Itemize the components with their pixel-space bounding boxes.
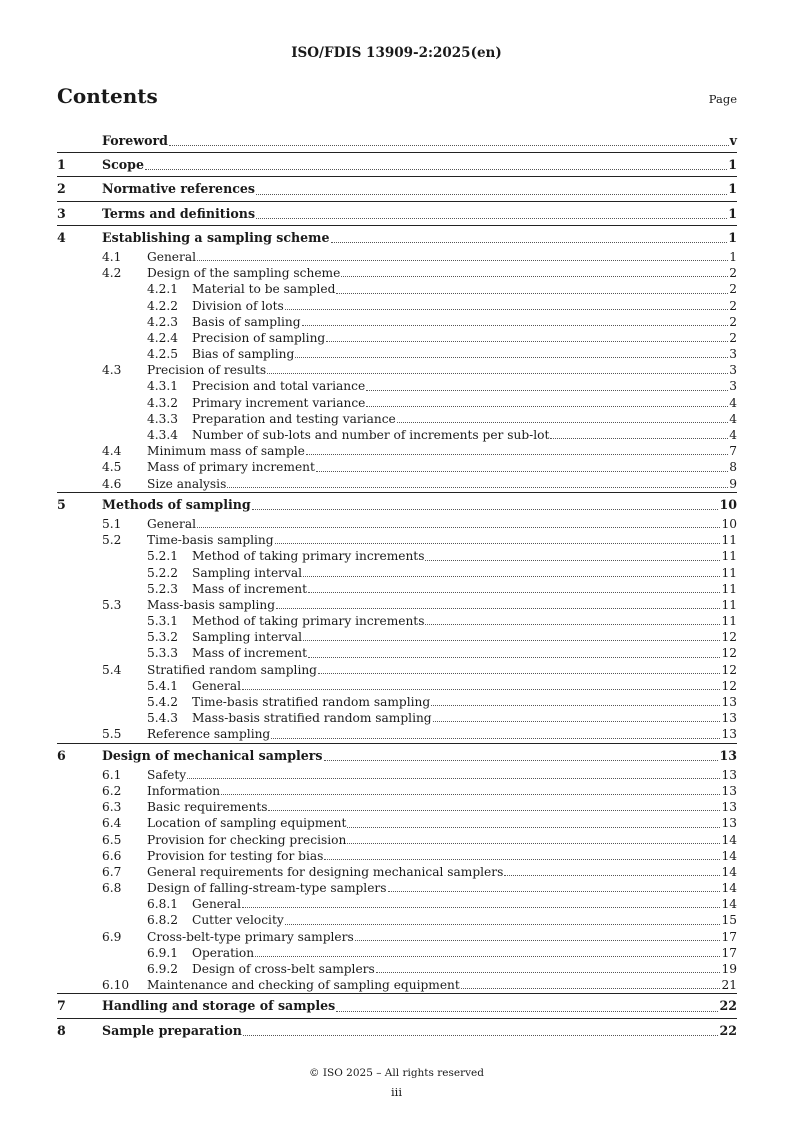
toc-entry-page: 11 xyxy=(721,549,737,564)
dot-leader xyxy=(433,720,721,722)
toc-entry[interactable] xyxy=(57,783,737,799)
toc-entry[interactable] xyxy=(57,977,737,993)
toc-entry-page: 9 xyxy=(729,476,737,491)
dot-leader xyxy=(268,809,720,811)
toc-entry-title: Methods of sampling xyxy=(102,496,251,512)
toc-entry-number: 5.2 xyxy=(102,533,122,548)
dot-leader xyxy=(197,526,720,528)
toc-entry-number: 6.9.2 xyxy=(147,962,179,976)
dot-leader xyxy=(267,372,728,374)
toc-entry-page: 2 xyxy=(729,282,737,297)
toc-entry-page: 22 xyxy=(719,1022,737,1038)
dot-leader xyxy=(316,470,728,472)
toc-entry-number: 6.8.2 xyxy=(147,913,179,928)
toc-entry-title: Division of lots xyxy=(192,298,284,313)
dot-leader xyxy=(187,777,720,779)
toc-entry-number: 6.6 xyxy=(102,848,122,863)
toc-entry-title: Minimum mass of sample xyxy=(147,444,305,459)
toc-entry-title: Size analysis xyxy=(147,476,227,491)
toc-entry-page: 2 xyxy=(729,314,737,329)
toc-entry[interactable] xyxy=(57,645,737,661)
toc-entry-title: Design of mechanical samplers xyxy=(102,747,323,763)
toc-entry-number: 4.1 xyxy=(102,249,122,264)
toc-entry[interactable] xyxy=(57,516,737,532)
toc-entry-page: 17 xyxy=(721,945,737,960)
toc-entry-page: 13 xyxy=(721,711,737,726)
toc-entry[interactable] xyxy=(57,694,737,710)
toc-entry-title: Basic requirements xyxy=(147,800,268,815)
toc-entry-page: 21 xyxy=(721,978,737,993)
toc-entry-page: 4 xyxy=(729,428,737,442)
toc-entry-number: 4.2.3 xyxy=(147,314,179,329)
toc-entry-title: Scope xyxy=(102,157,144,173)
toc-entry-number: 5.5 xyxy=(102,727,122,742)
toc-entry[interactable] xyxy=(57,378,737,394)
contents-title-row xyxy=(57,84,737,114)
toc-entry[interactable] xyxy=(57,815,737,831)
toc-entry-number: 6.4 xyxy=(102,816,122,831)
toc-entry[interactable] xyxy=(57,201,737,225)
dot-leader xyxy=(145,168,727,170)
toc-entry[interactable] xyxy=(57,249,737,265)
toc-entry-title: Mass of increment xyxy=(192,646,307,661)
toc-entry-title: General requirements for designing mechanical samplers xyxy=(147,864,504,879)
dot-leader xyxy=(243,1034,719,1036)
toc-entry-title: Method of taking primary increments xyxy=(192,614,425,629)
toc-entry-number: 5.2.3 xyxy=(147,581,179,596)
toc-entry-number: 4.4 xyxy=(102,444,122,459)
toc-entry-page: 17 xyxy=(721,929,737,944)
document-id-header: ISO/FDIS 13909-2:2025(en) xyxy=(291,45,502,61)
toc-entry-page: 22 xyxy=(719,998,737,1014)
toc-entry[interactable] xyxy=(57,597,737,613)
dot-leader xyxy=(431,704,720,706)
toc-entry-title: Maintenance and checking of sampling equipment xyxy=(147,978,460,993)
toc-entry-number: 6.5 xyxy=(102,832,122,847)
toc-entry[interactable] xyxy=(57,864,737,880)
toc-entry[interactable] xyxy=(57,314,737,330)
toc-entry[interactable] xyxy=(57,225,737,249)
dot-leader xyxy=(303,575,720,577)
toc-entry-number: 4.2.1 xyxy=(147,282,179,297)
toc-entry-page: 11 xyxy=(721,533,737,548)
toc-entry[interactable] xyxy=(57,427,737,443)
toc-entry-number: 6.3 xyxy=(102,800,122,815)
toc-entry-number: 4.3.3 xyxy=(147,411,179,426)
toc-entry-title: Sampling interval xyxy=(192,630,303,645)
toc-entry-page: 13 xyxy=(721,695,737,709)
toc-entry-page: 2 xyxy=(729,330,737,345)
toc-entry-title: Number of sub-lots and number of increments per sub-lot xyxy=(192,428,550,442)
contents-title: Contents xyxy=(57,84,158,108)
toc-entry-page: 7 xyxy=(729,444,737,459)
toc-entry-page: 1 xyxy=(729,249,737,264)
toc-entry-title: Operation xyxy=(192,945,255,960)
toc-entry-number: 5.4.2 xyxy=(147,695,179,709)
dot-leader xyxy=(308,656,721,658)
toc-entry[interactable] xyxy=(57,176,737,200)
toc-entry[interactable] xyxy=(57,129,737,152)
toc-entry-title: Terms and definitions xyxy=(102,205,256,221)
toc-entry-title: General xyxy=(147,516,196,531)
toc-entry-title: Information xyxy=(147,783,221,798)
toc-entry-page: 3 xyxy=(729,347,737,362)
toc-entry-number: 5.3.3 xyxy=(147,646,179,661)
toc-entry-title: Bias of sampling xyxy=(192,347,295,362)
toc-entry-page: 14 xyxy=(721,864,737,879)
toc-entry-number: 4.2 xyxy=(102,266,122,281)
toc-entry[interactable] xyxy=(57,581,737,597)
toc-entry-title: Mass-basis sampling xyxy=(147,597,276,612)
toc-entry[interactable] xyxy=(57,265,737,281)
dot-leader xyxy=(336,1010,718,1012)
dot-leader xyxy=(295,356,728,358)
toc-entry[interactable] xyxy=(57,710,737,726)
toc-entry[interactable] xyxy=(57,945,737,961)
toc-entry[interactable] xyxy=(57,443,737,459)
dot-leader xyxy=(326,340,728,342)
toc-entry-number: 4.3.2 xyxy=(147,395,179,410)
toc-entry[interactable] xyxy=(57,411,737,427)
toc-entry-number: 6.7 xyxy=(102,864,122,879)
toc-entry[interactable] xyxy=(57,799,737,815)
toc-entry-page: 1 xyxy=(728,157,737,173)
toc-entry[interactable] xyxy=(57,678,737,694)
toc-entry-page: 12 xyxy=(721,646,737,661)
toc-entry-number: 5.3.1 xyxy=(147,614,179,629)
toc-entry[interactable] xyxy=(57,726,737,742)
toc-entry-page: 11 xyxy=(721,581,737,596)
toc-entry[interactable] xyxy=(57,565,737,581)
toc-entry-number: 6.8.1 xyxy=(147,897,179,912)
toc-entry[interactable] xyxy=(57,532,737,548)
toc-entry-title: Establishing a sampling scheme xyxy=(102,229,330,245)
toc-entry-title: Normative references xyxy=(102,181,256,197)
toc-entry-page: 14 xyxy=(721,881,737,896)
toc-entry-number: 2 xyxy=(57,181,66,197)
toc-entry-title: General xyxy=(192,897,241,912)
toc-entry-page: 13 xyxy=(719,747,737,763)
dot-leader xyxy=(252,508,719,510)
toc-entry-number: 5 xyxy=(57,496,66,512)
toc-entry[interactable] xyxy=(57,832,737,848)
toc-entry-title: Stratified random sampling xyxy=(147,662,317,677)
toc-entry-page: v xyxy=(729,133,737,148)
toc-entry-title: Design of the sampling scheme xyxy=(147,266,341,281)
toc-entry-page: 14 xyxy=(721,848,737,863)
toc-entry-page: 11 xyxy=(721,614,737,629)
toc-entry[interactable] xyxy=(57,152,737,176)
dot-leader xyxy=(308,591,721,593)
toc-entry[interactable] xyxy=(57,767,737,783)
toc-entry-page: 13 xyxy=(721,783,737,798)
toc-entry-number: 4.3.1 xyxy=(147,379,179,394)
toc-entry-page: 4 xyxy=(729,411,737,426)
toc-entry-title: Sample preparation xyxy=(102,1022,242,1038)
toc-entry[interactable] xyxy=(57,662,737,678)
toc-entry-page: 15 xyxy=(721,913,737,928)
dot-leader xyxy=(397,421,728,423)
dot-leader xyxy=(341,275,728,277)
toc-entry-page: 2 xyxy=(729,266,737,281)
table-of-contents xyxy=(57,129,737,1042)
toc-entry-number: 5.2.2 xyxy=(147,565,179,580)
toc-entry-page: 1 xyxy=(728,205,737,221)
toc-entry[interactable] xyxy=(57,912,737,928)
toc-entry[interactable] xyxy=(57,362,737,378)
dot-leader xyxy=(550,437,728,439)
toc-entry-number: 8 xyxy=(57,1022,66,1038)
toc-entry-page: 12 xyxy=(721,630,737,645)
toc-entry-page: 19 xyxy=(721,962,737,976)
copyright-notice: © ISO 2025 – All rights reserved xyxy=(309,1067,484,1079)
dot-leader xyxy=(347,826,720,828)
toc-entry-title: Time-basis sampling xyxy=(147,533,274,548)
toc-entry[interactable] xyxy=(57,492,737,516)
toc-entry-title: Location of sampling equipment xyxy=(147,816,347,831)
toc-entry-title: Mass of increment xyxy=(192,581,307,596)
toc-entry[interactable] xyxy=(57,880,737,896)
toc-entry-number: 5.1 xyxy=(102,516,122,531)
toc-entry-number: 7 xyxy=(57,998,66,1014)
toc-entry-title: Primary increment variance xyxy=(192,395,366,410)
toc-entry-number: 5.3.2 xyxy=(147,630,179,645)
toc-entry-page: 12 xyxy=(721,678,737,693)
toc-entry-title: Cutter velocity xyxy=(192,913,284,928)
toc-entry-title: Design of falling-stream-type samplers xyxy=(147,881,387,896)
toc-entry[interactable] xyxy=(57,1018,737,1042)
toc-entry[interactable] xyxy=(57,896,737,912)
dot-leader xyxy=(256,217,727,219)
dot-leader xyxy=(376,971,721,973)
toc-entry[interactable] xyxy=(57,993,737,1017)
toc-entry-number: 6.8 xyxy=(102,881,122,896)
toc-entry[interactable] xyxy=(57,476,737,492)
dot-leader xyxy=(285,308,728,310)
toc-entry[interactable] xyxy=(57,346,737,362)
toc-entry-number: 5.3 xyxy=(102,597,122,612)
toc-entry-number: 5.4.1 xyxy=(147,678,179,693)
toc-entry-title: Time-basis stratified random sampling xyxy=(192,695,431,709)
toc-entry-number: 4.3.4 xyxy=(147,428,179,442)
dot-leader xyxy=(256,193,727,195)
dot-leader xyxy=(504,874,720,876)
dot-leader xyxy=(275,542,721,544)
toc-entry[interactable] xyxy=(57,929,737,945)
toc-entry[interactable] xyxy=(57,281,737,297)
toc-entry-number: 4.3 xyxy=(102,363,122,378)
dot-leader xyxy=(197,259,728,261)
toc-entry-number: 5.4.3 xyxy=(147,711,179,726)
toc-entry[interactable] xyxy=(57,298,737,314)
dot-leader xyxy=(425,623,720,625)
toc-entry-page: 2 xyxy=(729,298,737,313)
dot-leader xyxy=(306,453,728,455)
toc-entry-title: General xyxy=(192,678,241,693)
dot-leader xyxy=(242,906,720,908)
toc-entry-number: 6.10 xyxy=(102,978,130,993)
dot-leader xyxy=(331,241,728,243)
toc-entry-title: Handling and storage of samples xyxy=(102,998,336,1014)
toc-entry-number: 4.2.5 xyxy=(147,347,179,362)
toc-entry[interactable] xyxy=(57,330,737,346)
toc-entry-number: 4 xyxy=(57,229,66,245)
toc-entry-title: Preparation and testing variance xyxy=(192,411,396,426)
toc-entry-page: 11 xyxy=(721,597,737,612)
dot-leader xyxy=(336,292,728,294)
dot-leader xyxy=(347,842,720,844)
toc-entry-title: Basis of sampling xyxy=(192,314,301,329)
toc-entry-title: Sampling interval xyxy=(192,565,303,580)
toc-entry-page: 13 xyxy=(721,816,737,831)
toc-entry-number: 6.9 xyxy=(102,929,122,944)
toc-entry-number: 5.2.1 xyxy=(147,549,179,564)
toc-entry-title: Design of cross-belt samplers xyxy=(192,962,375,976)
dot-leader xyxy=(425,559,720,561)
toc-entry-page: 10 xyxy=(721,516,737,531)
dot-leader xyxy=(242,688,720,690)
toc-entry-page: 14 xyxy=(721,897,737,912)
toc-entry-title: Safety xyxy=(147,767,187,782)
toc-entry[interactable] xyxy=(57,459,737,475)
dot-leader xyxy=(318,672,720,674)
dot-leader xyxy=(227,486,728,488)
toc-entry-page: 13 xyxy=(721,767,737,782)
toc-entry[interactable] xyxy=(57,613,737,629)
dot-leader xyxy=(324,858,720,860)
dot-leader xyxy=(271,737,720,739)
page-number: iii xyxy=(390,1085,403,1099)
page-column-label: Page xyxy=(708,92,737,106)
dot-leader xyxy=(324,759,719,761)
toc-entry-number: 4.6 xyxy=(102,476,122,491)
dot-leader xyxy=(461,987,721,989)
dot-leader xyxy=(388,890,721,892)
toc-entry-page: 11 xyxy=(721,565,737,580)
toc-entry-number: 6.9.1 xyxy=(147,945,179,960)
toc-entry-page: 8 xyxy=(729,460,737,475)
dot-leader xyxy=(255,955,720,957)
toc-entry-number: 5.4 xyxy=(102,662,122,677)
dot-leader xyxy=(302,324,729,326)
toc-entry-title: Precision of results xyxy=(147,363,267,378)
toc-entry-title: Provision for testing for bias xyxy=(147,848,324,863)
toc-entry-page: 12 xyxy=(721,662,737,677)
dot-leader xyxy=(366,389,728,391)
toc-entry-page: 1 xyxy=(728,181,737,197)
toc-entry[interactable] xyxy=(57,961,737,977)
toc-entry-title: Mass-basis stratified random sampling xyxy=(192,711,432,726)
toc-entry-page: 13 xyxy=(721,727,737,742)
toc-entry-title: Cross-belt-type primary samplers xyxy=(147,929,354,944)
toc-entry-number: 6 xyxy=(57,747,66,763)
dot-leader xyxy=(276,607,720,609)
dot-leader xyxy=(366,405,728,407)
toc-entry-number: 1 xyxy=(57,157,66,173)
dot-leader xyxy=(169,144,729,146)
dot-leader xyxy=(303,639,720,641)
toc-entry-number: 4.2.4 xyxy=(147,330,179,345)
toc-entry[interactable] xyxy=(57,629,737,645)
toc-entry-title: Material to be sampled xyxy=(192,282,336,297)
toc-entry-number: 6.1 xyxy=(102,767,122,782)
toc-entry-title: Precision of sampling xyxy=(192,330,326,345)
toc-entry[interactable] xyxy=(57,548,737,564)
dot-leader xyxy=(355,939,721,941)
toc-entry-page: 4 xyxy=(729,395,737,410)
toc-entry-page: 13 xyxy=(721,800,737,815)
toc-entry-title: Method of taking primary increments xyxy=(192,549,425,564)
toc-entry[interactable] xyxy=(57,848,737,864)
toc-entry-title: General xyxy=(147,249,196,264)
toc-entry-title: Foreword xyxy=(102,133,168,148)
toc-entry-title: Provision for checking precision xyxy=(147,832,347,847)
toc-entry-title: Reference sampling xyxy=(147,727,271,742)
toc-entry[interactable] xyxy=(57,743,737,767)
toc-entry-title: Mass of primary increment xyxy=(147,460,315,475)
toc-entry-page: 14 xyxy=(721,832,737,847)
toc-entry-page: 1 xyxy=(728,229,737,245)
toc-entry-title: Precision and total variance xyxy=(192,379,366,394)
toc-entry-page: 3 xyxy=(729,379,737,394)
toc-entry-number: 6.2 xyxy=(102,783,122,798)
toc-entry-number: 4.5 xyxy=(102,460,122,475)
toc-entry[interactable] xyxy=(57,395,737,411)
dot-leader xyxy=(285,923,721,925)
toc-entry-page: 10 xyxy=(719,496,737,512)
toc-entry-page: 3 xyxy=(729,363,737,378)
dot-leader xyxy=(221,793,720,795)
toc-entry-number: 3 xyxy=(57,205,66,221)
toc-entry-number: 4.2.2 xyxy=(147,298,179,313)
